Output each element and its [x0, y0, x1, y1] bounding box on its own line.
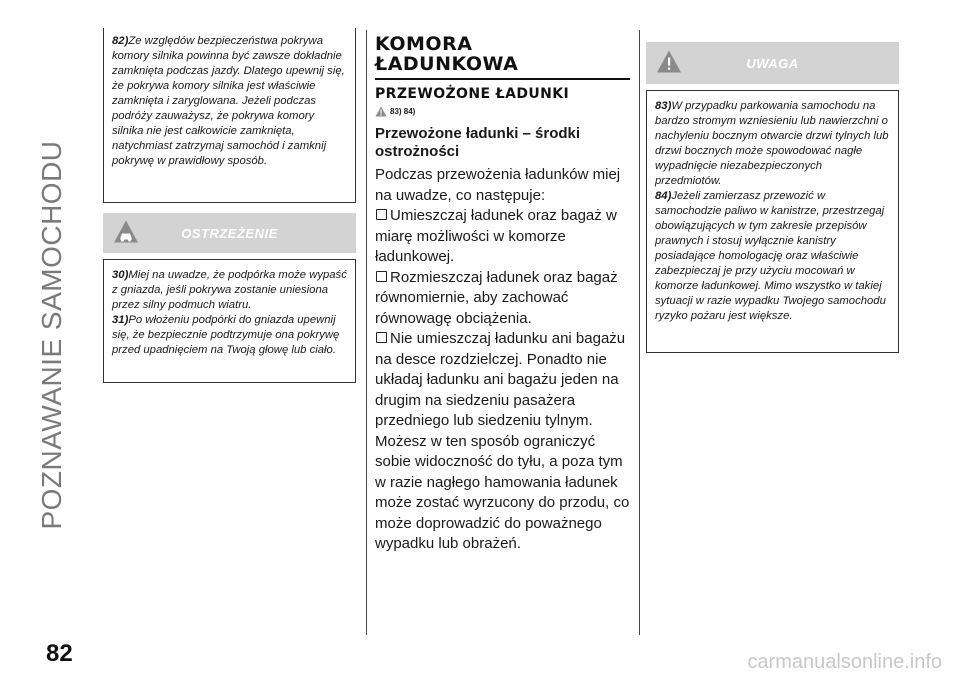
bullet-icon — [376, 209, 387, 220]
caution-item-83: 83)W przypadku parkowania samochodu na bardzo stromym wzniesieniu lub nawierzchni o nachyleniu bocznym otwarcie drzwi tylnych lub drzwi bocznych może spowodować nagłe wypadnięcie niezabezpieczonych przedmiotów. — [655, 100, 889, 187]
note-paragraph: 82)Ze względów bezpieczeństwa pokrywa komory silnika powinna być zawsze dokładnie zamknięta podczas jazdy. Dlatego upewnij się, że pokrywa komory silnika jest właściwie zamknięta i zaryglowana. Jeżeli podczas podróży zauważysz, że pokrywa komory silnika nie jest całkowicie zamknięta, natychmiast zatrzymaj samochód i zamknij pokrywę w prawidłowy sposób. — [112, 35, 345, 167]
warning-box — [103, 259, 356, 383]
middle-column — [375, 30, 630, 555]
subsection-heading: PRZEWOŻONE ŁADUNKI — [375, 86, 570, 102]
topic-heading: Przewożone ładunki – środki ostrożności — [375, 125, 581, 160]
caution-banner — [646, 42, 899, 84]
caution-item-84: 84)Jeżeli zamierzasz przewozić w samochodzie paliwo w kanistrze, przestrzegaj obowiązujących w tym zakresie przepisów prawnych i stosuj wyłącznie kanistry posiadające homologację oraz właściwie zabezpieczaj je przy użyciu mocowań w komorze ładunkowej. Mimo wszystko w takiej sytuacji w razie wypadku Twojego samochodu ryzyko pożaru jest większe. — [655, 190, 886, 322]
heading-rule — [375, 78, 630, 80]
car-warning-icon — [113, 220, 139, 247]
bullet-icon — [376, 332, 387, 343]
watermark: carmanualsonline.info — [747, 651, 942, 673]
column-divider — [366, 30, 367, 635]
warning-banner — [103, 213, 356, 253]
right-column — [646, 42, 899, 353]
warning-item-31: 31)Po włożeniu podpórki do gniazda upewnij się, że bezpiecznie podtrzymuje ona pokrywę przed upadnięciem na Twoją głowę lub ciało. — [112, 314, 340, 356]
intro-text: Podczas przewożenia ładunków miej na uwadze, co następuje: — [375, 166, 621, 204]
note-box-82 — [103, 28, 356, 203]
left-column — [103, 28, 356, 383]
warning-title: OSTRZEŻENIE — [181, 225, 278, 241]
column-divider — [639, 30, 640, 635]
section-heading: KOMORA ŁADUNKOWA — [375, 33, 519, 75]
warning-triangle-icon — [375, 106, 387, 117]
list-item: Nie umieszczaj ładunku ani bagażu na desce rozdzielczej. Ponadto nie układaj ładunku ani bagażu jeden na drugim na siedzeniu pasażera przedniego lub siedzeniu tylnym. — [375, 330, 626, 429]
list-item: Umieszczaj ładunek oraz bagaż w miarę możliwości w komorze ładunkowej. — [375, 207, 617, 265]
page-number: 82 — [46, 640, 73, 667]
closing-text: Możesz w ten sposób ograniczyć sobie widoczność do tyłu, a poza tym w razie nagłego hamowania ładunek może zostać wyrzucony do przodu, co może doprowadzić do poważnego wypadku lub obrażeń. — [375, 432, 630, 552]
warning-refs: 83) 84) — [375, 106, 630, 117]
list-item: Rozmieszczaj ładunek oraz bagaż równomiernie, aby zachować równowagę obciążenia. — [375, 268, 618, 327]
warning-item-30: 30)Miej na uwadze, że podpórka może wypaść z gniazda, jeśli pokrywa zostanie uniesiona przez silny podmuch wiatru. — [112, 269, 347, 311]
caution-title: UWAGA — [746, 55, 799, 71]
caution-box — [646, 90, 899, 353]
bullet-icon — [376, 271, 387, 282]
section-title: POZNAWANIE SAMOCHODU — [36, 140, 67, 530]
warning-triangle-icon — [656, 50, 682, 77]
